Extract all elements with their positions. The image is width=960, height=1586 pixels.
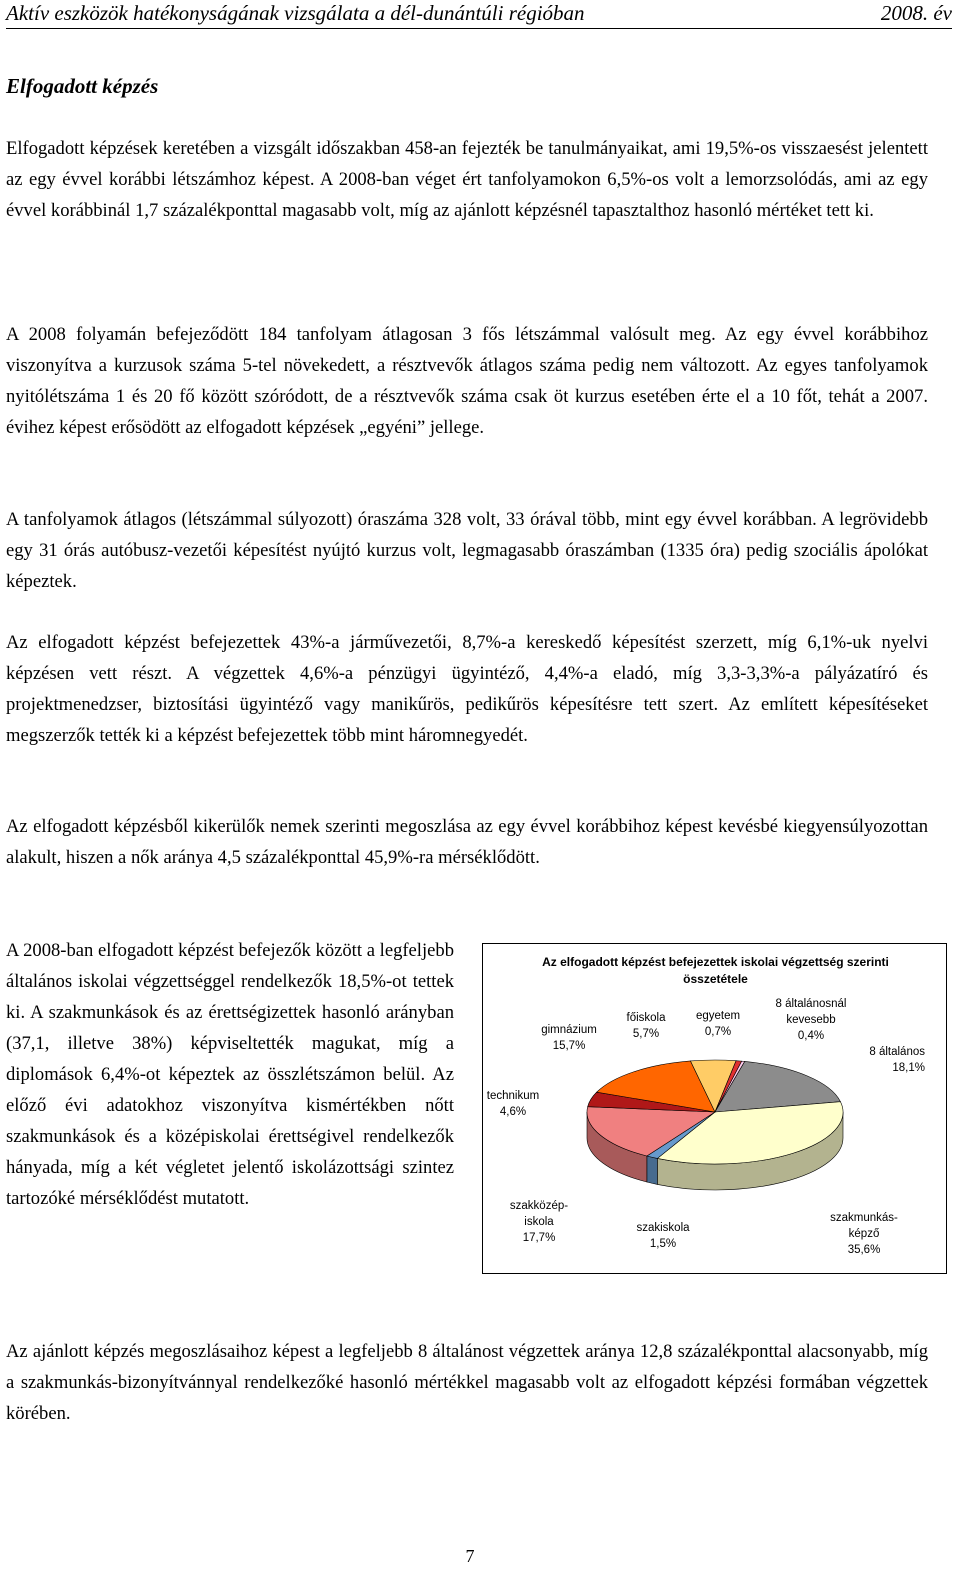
- slice-label-kevesebb: 8 általánosnál kevesebb 0,4%: [775, 998, 847, 1042]
- education-pie-chart: [482, 943, 947, 1274]
- paragraph-hours: A tanfolyamok átlagos (létszámmal súlyozott) óraszáma 328 volt, 33 órával több, mint egy évvel korábban. A legrövidebb egy 31 órás autóbusz-vezetői képesítést nyújtó kurzus volt, legmagasabb óraszámban (1335 óra) pedig szociális ápolókat képeztek.: [6, 509, 928, 592]
- pie-side-3: [647, 1156, 657, 1184]
- header-title: Aktív eszközök hatékonyságának vizsgálata a dél-dunántúli régióban: [6, 1, 585, 25]
- header-year: 2008. év: [880, 1, 952, 25]
- pie-top: [587, 1060, 843, 1164]
- paragraph-courses: A 2008 folyamán befejeződött 184 tanfolyam átlagosan 3 fős létszámmal valósult meg. Az egy évvel korábbihoz viszonyítva a kurzusok száma 5-tel növekedett, a résztvevők átlagos száma pedig nem változott. Az egyes tanfolyamok nyitólétszáma 1 és 20 fő között szóródott, de a résztvevők száma csak öt kurzus esetében érte el a 10 főt, tehát a 2007. évihez képest erősödött az elfogadott képzések „egyéni” jellege.: [6, 324, 928, 438]
- paragraph-comparison: Az ajánlott képzés megoszlásaihoz képest a legfeljebb 8 általánost végzettek aránya 12,8 százalékponttal alacsonyabb, míg a szakmunkás-bizonyítvánnyal rendelkezőké hasonló mértékkel magasabb volt az elfogadott képzési formában végzettek körében.: [6, 1341, 928, 1424]
- slice-label-foiskola: főiskola 5,7%: [626, 1012, 666, 1040]
- paragraph-qualifications: Az elfogadott képzést befejezettek 43%-a járművezetői, 8,7%-a kereskedő képesítést szerzett, míg 6,1%-uk nyelvi képzésen vett részt. A végzettek 4,6%-a pénzügyi ügyintéző, 4,4%-a eladó, míg 3,3-3,3%-a pályázatíró és projektmenedzser, biztosítási ügyintéző vagy manikűrös, pedikűrös képesítésre tett szert. Az említett képesítéseket megszerzők tették ki a képzést befejezettek több mint háromnegyedét.: [6, 632, 928, 746]
- slice-label-technikum: technikum 4,6%: [486, 1090, 540, 1118]
- slice-label-gimnazium: gimnázium 15,7%: [541, 1024, 597, 1052]
- page-header: [6, 0, 952, 29]
- section-heading: Elfogadott képzés: [6, 74, 159, 98]
- chart-title: Az elfogadott képzést befejezettek iskolai végzettség szerinti összetétele: [542, 955, 889, 986]
- paragraph-gender: Az elfogadott képzésből kikerülők nemek szerinti megoszlása az egy évvel korábbihoz képest kevésbé kiegyensúlyozottan alakult, hiszen a nők aránya 4,5 százalékponttal 45,9%-ra mérséklődött.: [6, 816, 928, 868]
- slice-label-szakmunkaskepzo: szakmunkás- képző 35,6%: [830, 1212, 898, 1256]
- slice-label-szakkozepiskola: szakközép- iskola 17,7%: [509, 1200, 569, 1244]
- paragraph-completions: Elfogadott képzések keretében a vizsgált időszakban 458-an fejezték be tanulmányaikat, ami 19,5%-os visszaesést jelentett az egy évvel korábbi létszámhoz képest. A 2008-ban véget ért tanfolyamokon 6,5%-os volt a lemorzsolódás, ami az egy évvel korábbinál 1,7 százalékponttal magasabb volt, míg az ajánlott képzésnél tapasztalthoz hasonló mértéket tett ki.: [6, 138, 928, 221]
- slice-label-egyetem: egyetem 0,7%: [695, 1010, 741, 1038]
- slice-label-szakiskola: szakiskola 1,5%: [636, 1222, 690, 1250]
- page-number: 7: [465, 1546, 475, 1566]
- paragraph-education-level: A 2008-ban elfogadott képzést befejezők között a legfeljebb általános iskolai végzettséggel rendelkezők 18,5%-ot tettek ki. A szakmunkások és az érettségizettek hasonló arányban (37,1, illetve 38%) képviseltették magukat, míg a diplomások 6,4%-ot képeztek az összlétszámon belül. Az előző évi adatokhoz viszonyítva kismértékben nőtt szakmunkások és a középiskolai érettségivel rendelkezők hányada, míg a két végletet jelentő iskolázottsági szintez tartozóké mérséklődést mutatott.: [6, 940, 454, 1209]
- slice-label-8-altalanos: 8 általános 18,1%: [869, 1046, 925, 1074]
